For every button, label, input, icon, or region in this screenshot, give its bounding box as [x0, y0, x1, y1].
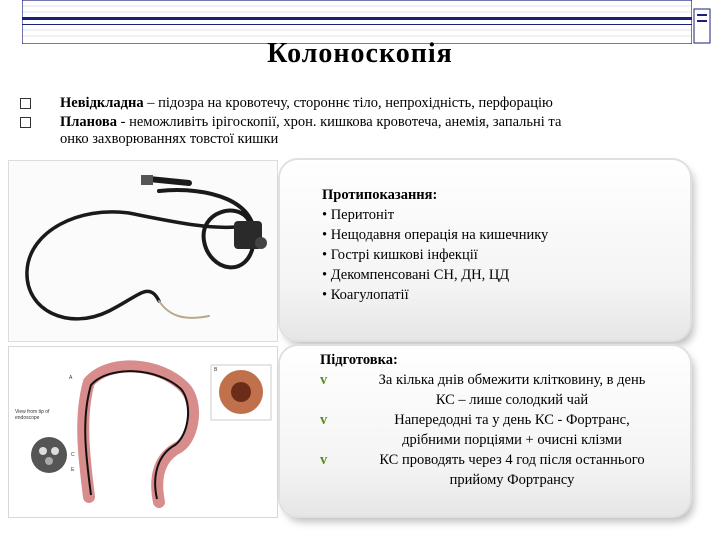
preparation-heading: Підготовка:	[320, 352, 398, 368]
prep-line: КС – лише солодкий чай	[435, 392, 589, 408]
fig-label-view: View from tip of endoscope	[15, 409, 50, 421]
indication-text-cont: онко захворюваннях товстої кишки	[60, 131, 279, 147]
prep-line: прийому Фортрансу	[449, 472, 575, 488]
contraindication-item: • Гострі кишкові інфекції	[322, 247, 478, 263]
bullet-square-icon	[20, 98, 31, 109]
prep-line: Напередодні та у день КС - Фортранс,	[394, 412, 630, 428]
contraindication-item: • Нещодавня операція на кишечнику	[322, 227, 549, 243]
contraindication-item: • Перитоніт	[322, 207, 395, 223]
prep-line: дрібними порціями + очисні клізми	[402, 432, 622, 448]
fig-label-a: A	[69, 375, 73, 381]
contraindications-heading: Протипоказання:	[322, 187, 438, 203]
prep-line: За кілька днів обмежити клітковину, в день	[378, 372, 646, 388]
checkmark-icon: v	[320, 412, 328, 428]
indication-text: – підозра на кровотечу, стороннє тіло, непрохідність, перфорацію	[143, 95, 553, 111]
indication-text: - неможливіть ірігоскопії, хрон. кишкова кровотеча, анемія, запальні та	[117, 114, 562, 130]
preparation-item	[320, 370, 680, 410]
fig-label-e: E	[71, 467, 75, 473]
contraindications-panel	[280, 160, 690, 340]
checkmark-icon: v	[320, 372, 328, 388]
contraindication-item: • Коагулопатії	[322, 287, 409, 303]
fig-label-b: B	[214, 367, 218, 373]
prep-line: КС проводять через 4 год після останнього	[379, 452, 645, 468]
endoscope-photo	[8, 160, 278, 342]
preparation-item	[320, 450, 680, 490]
bullet-square-icon	[20, 117, 31, 128]
preparation-panel	[280, 346, 690, 516]
indication-label: Планова	[60, 114, 117, 130]
indication-label: Невідкладна	[60, 95, 144, 111]
preparation-item	[320, 410, 680, 450]
checkmark-icon: v	[320, 452, 328, 468]
contraindication-item: • Декомпенсовані СН, ДН, ЦД	[322, 267, 510, 283]
colonoscopy-diagram	[8, 346, 278, 518]
fig-label-c: C	[71, 452, 75, 458]
slide-title: Колоноскопія	[267, 38, 453, 69]
